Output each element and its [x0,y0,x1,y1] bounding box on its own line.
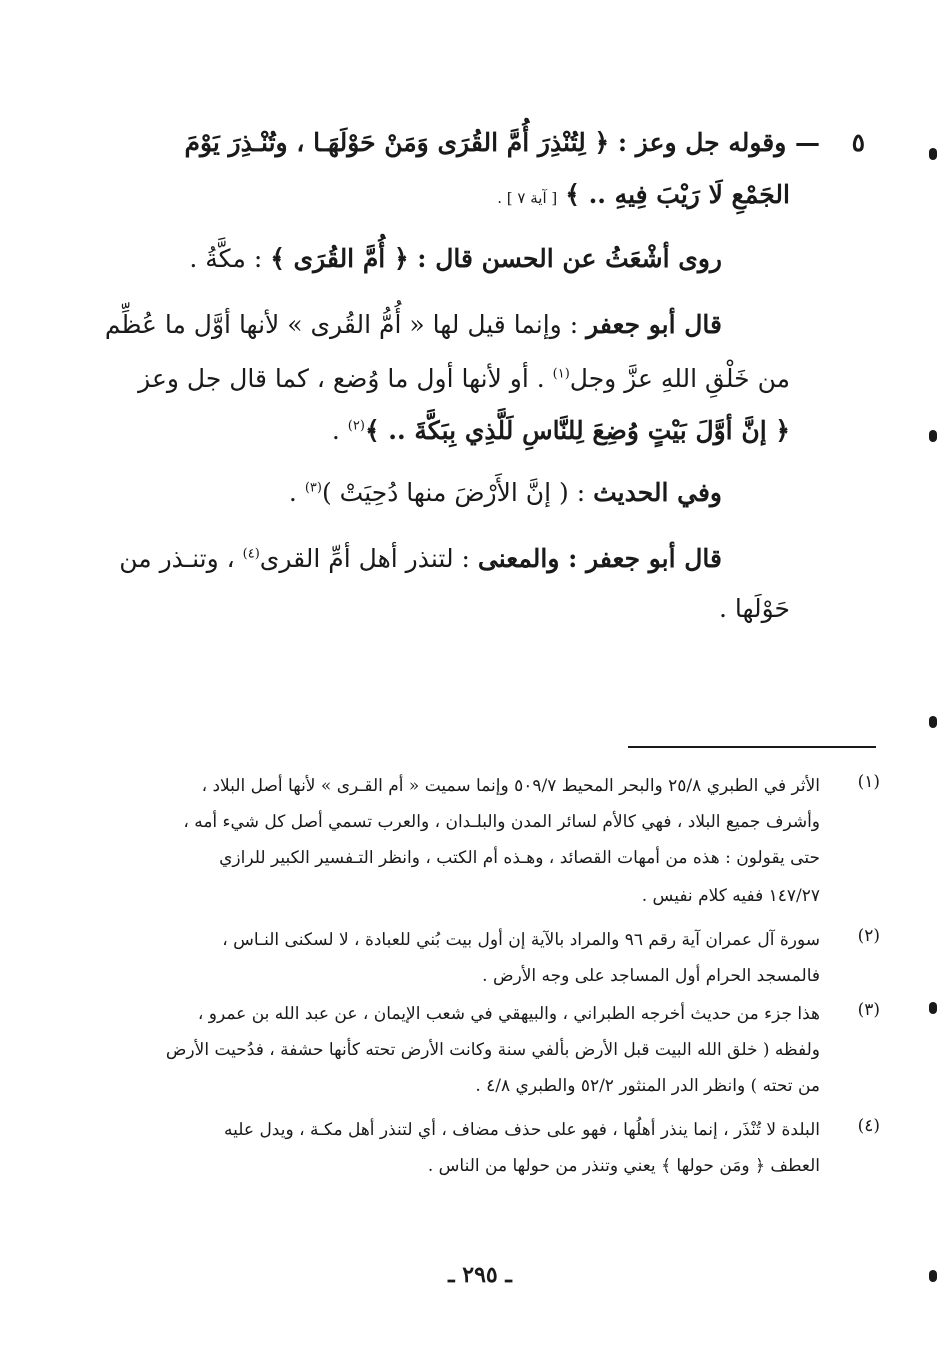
main-line-8 [119,540,722,578]
main-line-2 [430,176,790,217]
main-line-5-a: من خَلْقِ اللهِ عزَّ وجل [569,364,790,393]
footnote-ref-4: (٤) [242,546,260,562]
speaker-label: قال أبو جعفر [586,310,722,339]
main-line-7 [280,474,722,512]
footnote-number-4: (٤) [857,1116,880,1136]
footnote-4-line-2: العطف ﴿ ومَن حولها ﴾ يعني وتنذر من حولها من الناس . [427,1156,820,1176]
margin-mark-5 [929,1270,937,1282]
main-line-4-rest: : وإنما قيل لها « أُمُّ القُرى » لأنها أوَّل ما عُظِّم [104,310,579,339]
item-number: ٥ [851,128,865,157]
page-number: ـ ٢٩٥ ـ [448,1262,512,1288]
main-line-6 [290,412,790,450]
footnote-1-line-1: الأثر في الطبري ٢٥/٨ والبحر المحيط ٥٠٩/٧ وإنما سميت « أم القـرى » لأنها أصل البلاد ، [201,776,820,796]
footnote-3-line-1: هذا جزء من حديث أخرجه الطبراني ، والبيهقي في شعب الإيمان ، عن عبد الله بن عمرو ، [197,1004,820,1024]
main-line-7-end: . [288,478,297,507]
footnote-1-line-3: حتى يقولون : هذه من أمهات القصائد ، وهـذه أم الكتب ، وانظر التـفسير الكبير للرازي [219,848,820,868]
footnote-number-1: (١) [857,772,880,792]
footnote-ref-1: (١) [552,366,570,382]
quran-verse-end: الجَمْعِ لَا رَيْبَ فِيهِ .. ﴾ [565,180,790,209]
footnote-1-line-4: ١٤٧/٢٧ ففيه كلام نفيس . [641,886,820,906]
footnote-ref-2: (٢) [347,418,365,434]
main-line-1: — وقوله جل وعز : ﴿ لِتُنْذِرَ أُمَّ القُرَى وَمَنْ حَوْلَهَـا ، وتُنْـذِرَ يَوْمَ [184,128,820,157]
footnote-separator [628,746,876,748]
margin-mark-2 [929,430,937,442]
margin-mark-3 [929,716,937,728]
main-line-4 [104,306,722,344]
footnote-2-line-1: سورة آل عمران آية رقم ٩٦ والمراد بالآية إن أول بيت بُني للعبادة ، لا لسكنى النـاس ، [222,930,820,950]
footnote-number-3: (٣) [857,1000,880,1020]
footnote-3-line-3: من تحته ) وانظر الدر المنثور ٥٢/٢ والطبري ٤/٨ . [475,1076,820,1096]
quran-verse: ﴿ إنَّ أوَّلَ بَيْتٍ وُضِعَ لِلنَّاسِ لَلَّذِي بِبَكَّةَ .. ﴾ [364,416,790,445]
hadith-chain: روى أشْعَثُ عن الحسن قال : ﴿ أُمَّ القُرَى ﴾ [270,244,722,273]
main-line-8-end: ، وتنـذر من [119,544,235,573]
footnote-4-line-1: البلدة لا تُنْذَر ، إنما ينذر أهلُها ، فهو على حذف مضاف ، أي لتنذر أهل مكـة ، ويدل عليه [224,1120,820,1140]
margin-mark-4 [929,1002,937,1014]
verse-reference: [ آية ٧ ] . [497,189,558,207]
footnote-2-line-2: فالمسجد الحرام أول المساجد على وجه الأرض . [482,966,820,986]
main-line-6-end: . [331,416,340,445]
margin-mark-1 [929,148,937,160]
main-line-8-rest: : لتنذر أهل أمِّ القرى [259,544,470,573]
hadith-text: : ( إنَّ الأَرْضَ منها دُحِيَتْ ) [321,478,586,507]
hadith-label: وفي الحديث [593,478,722,507]
footnote-1-line-2: وأشرف جميع البلاد ، فهي كالأم لسائر المدن والبلـدان ، والعرب تسمي أصل كل شيء أمه ، [183,812,820,832]
footnote-ref-3: (٣) [304,480,322,496]
main-line-9: حَوْلَها . [718,594,790,623]
footnote-number-2: (٢) [857,926,880,946]
main-line-5 [130,360,790,398]
main-line-3-rest: : مكَّةُ . [189,244,263,273]
main-line-5-b: . أو لأنها أول ما وُضع ، كما قال جل وعز [138,364,545,393]
meaning-label: قال أبو جعفر : والمعنى [477,544,722,573]
main-line-3 [180,240,722,278]
footnote-3-line-2: ولفظه ( خلق الله البيت قبل الأرض بألفي سنة وكانت الأرض تحته كأنها حشفة ، فدُحيت الأرض [165,1040,820,1060]
